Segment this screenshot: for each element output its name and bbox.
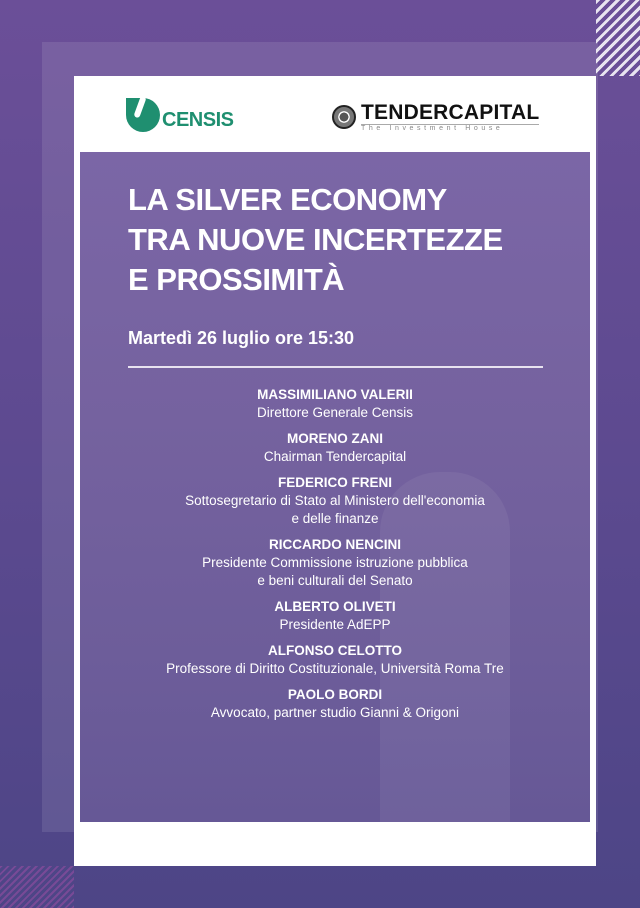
- speaker: [80, 386, 590, 422]
- tendercapital-logo-text: TENDERCAPITAL: [361, 101, 540, 124]
- logo-bar: [74, 76, 596, 152]
- speaker-name: ALBERTO OLIVETI: [274, 599, 396, 614]
- speaker-list: [80, 386, 590, 730]
- speaker: [80, 536, 590, 590]
- title-line: E PROSSIMITÀ: [128, 262, 345, 297]
- speaker-role: Direttore Generale Censis: [256, 405, 414, 420]
- speaker-role: Avvocato, partner studio Gianni & Origoni: [210, 705, 460, 720]
- event-title: [128, 180, 503, 300]
- speaker-name: PAOLO BORDI: [287, 687, 383, 702]
- speaker-role: Professore di Diritto Costituzionale, Università Roma Tre: [166, 661, 504, 676]
- speaker-name: ALFONSO CELOTTO: [268, 643, 402, 658]
- tree-emblem-icon: [332, 105, 356, 129]
- decorative-stripes-bottom-left: [0, 866, 74, 908]
- censis-logo: [126, 98, 233, 132]
- speaker-role: Chairman Tendercapital: [263, 449, 407, 464]
- title-line: LA SILVER ECONOMY: [128, 182, 447, 217]
- speaker-role: Presidente AdEPP: [279, 617, 391, 632]
- speaker-role: e delle finanze: [291, 511, 379, 526]
- speaker: [80, 686, 590, 722]
- speaker-name: FEDERICO FRENI: [277, 475, 392, 490]
- speaker-name: RICCARDO NENCINI: [268, 537, 401, 552]
- speaker: [80, 430, 590, 466]
- title-line: TRA NUOVE INCERTEZZE: [128, 222, 503, 257]
- speaker: [80, 642, 590, 678]
- divider: [128, 366, 543, 368]
- censis-logo-text: CENSIS: [162, 109, 234, 131]
- decorative-stripes-top-right: [596, 0, 640, 76]
- speaker-name: MORENO ZANI: [287, 431, 383, 446]
- event-photo-panel: [80, 152, 590, 822]
- event-date: Martedì 26 luglio ore 15:30: [128, 328, 355, 348]
- speaker: [80, 598, 590, 634]
- tendercapital-logo: [332, 102, 539, 132]
- tendercapital-tagline: The Investment House: [361, 125, 504, 132]
- speaker-role: e beni culturali del Senato: [257, 573, 413, 588]
- speaker-role: Sottosegretario di Stato al Ministero dell'economia: [185, 493, 485, 508]
- speaker-name: MASSIMILIANO VALERII: [257, 387, 413, 402]
- censis-logo-icon: [126, 98, 160, 132]
- speaker-role: Presidente Commissione istruzione pubblica: [202, 555, 468, 570]
- poster-card: [74, 76, 596, 866]
- speaker: [80, 474, 590, 528]
